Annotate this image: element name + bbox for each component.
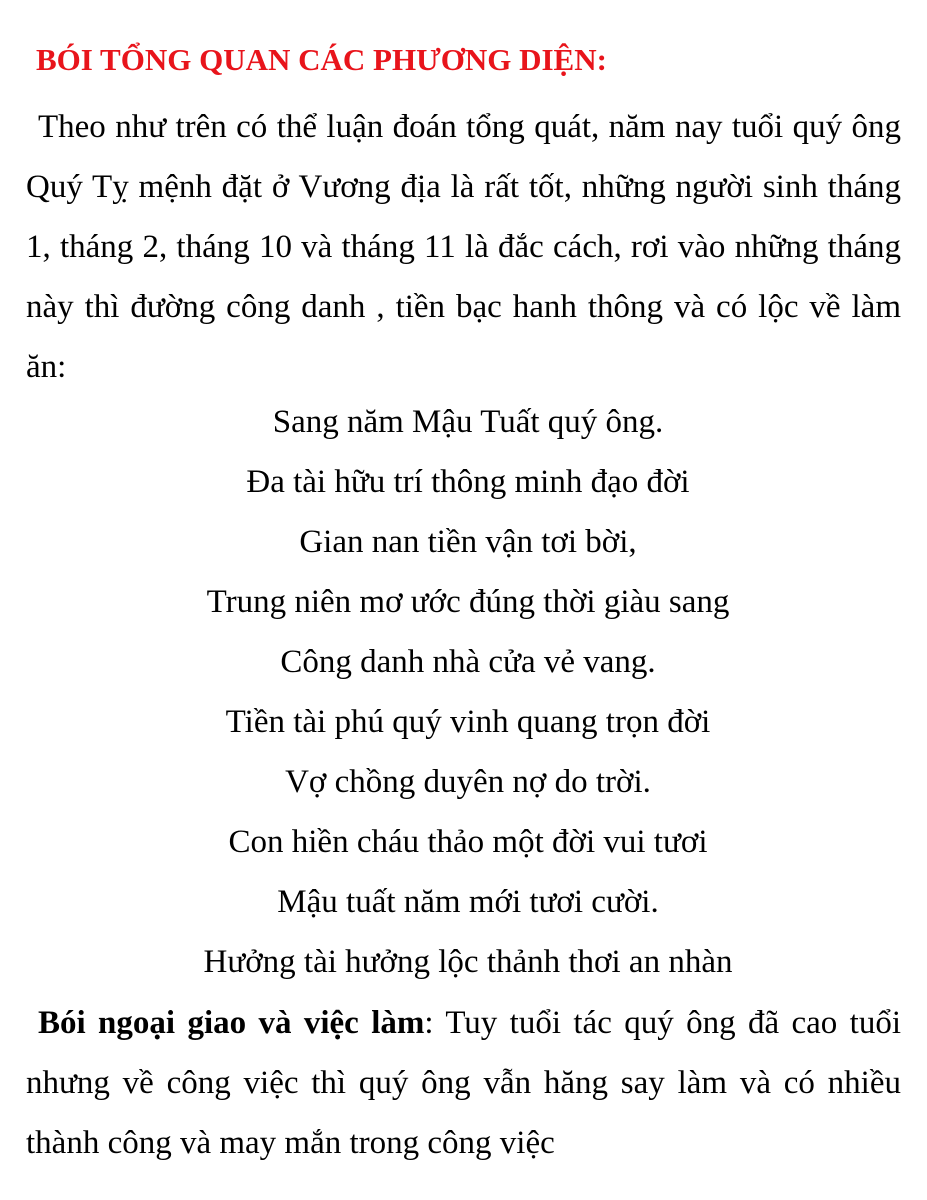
poem-line: Tiền tài phú quý vinh quang trọn đời [225, 704, 711, 740]
poem-line: Hưởng tài hưởng lộc thảnh thơi an nhàn [203, 944, 733, 980]
outro-label: Bói ngoại giao và việc làm [38, 1005, 425, 1041]
poem-line: Sang năm Mậu Tuất quý ông. [272, 404, 664, 440]
intro-paragraph: Theo như trên có thể luận đoán tổng quát, năm nay tuổi quý ông Quý Tỵ mệnh đặt ở Vương địa là rất tốt, những người sinh tháng 1, tháng 2, tháng 10 và tháng 11 là đắc cách, rơi vào những tháng này thì đường công danh , tiền bạc hanh thông và có lộc về làm ăn: [26, 109, 901, 385]
poem [0, 392, 927, 992]
poem-line: Mậu tuất năm mới tươi cười. [277, 884, 659, 920]
poem-line: Gian nan tiền vận tơi bời, [299, 524, 637, 560]
poem-line: Vợ chồng duyên nợ do trời. [285, 764, 651, 800]
outro-paragraph [26, 993, 901, 1173]
outro-text: Tuy tuổi tác quý ông đã cao tuổi nhưng về công việc thì quý ông vẫn hăng say làm và có nhiều thành công và may mắn trong công việc [26, 1005, 901, 1161]
poem-line: Trung niên mơ ước đúng thời giàu sang [206, 584, 730, 620]
poem-line: Con hiền cháu thảo một đời vui tươi [228, 824, 708, 860]
poem-line: Đa tài hữu trí thông minh đạo đời [246, 464, 690, 500]
outro-separator: : [424, 1005, 446, 1041]
poem-line: Công danh nhà cửa vẻ vang. [280, 644, 656, 680]
section-heading: BÓI TỔNG QUAN CÁC PHƯƠNG DIỆN: [36, 42, 607, 77]
